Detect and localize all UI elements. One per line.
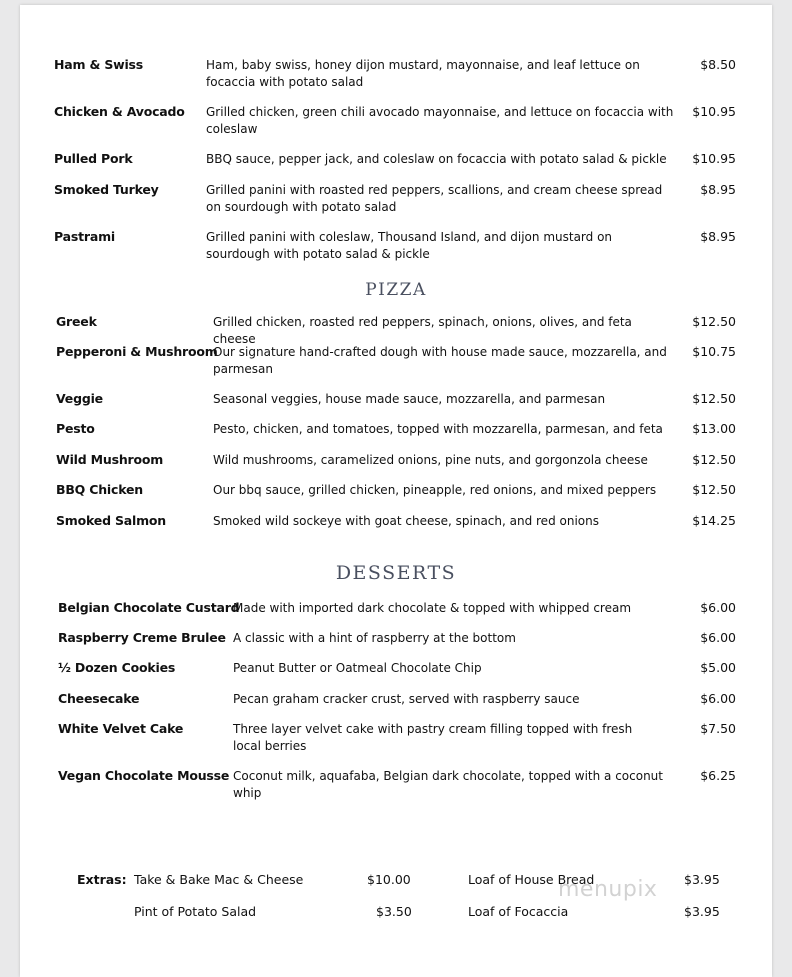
item-description: Grilled panini with coleslaw, Thousand Island, and dijon mustard on sourdough with potato salad & pickle <box>206 230 613 261</box>
item-price: $8.95 <box>700 229 736 244</box>
item-description: Grilled chicken, green chili avocado mayonnaise, and lettuce on focaccia with coleslaw <box>206 105 674 136</box>
section-title-pizza: PIZZA <box>365 280 427 300</box>
item-description: BBQ sauce, pepper jack, and coleslaw on focaccia with potato salad & pickle <box>206 152 667 166</box>
item-description: Grilled panini with roasted red peppers, scallions, and cream cheese spread on sourdough with potato salad <box>206 183 663 214</box>
item-name: Pastrami <box>54 229 115 244</box>
watermark: menupix <box>558 877 658 902</box>
item-price: $10.75 <box>692 344 736 359</box>
item-name: Smoked Turkey <box>54 182 159 197</box>
extra-name: Loaf of Focaccia <box>468 904 569 919</box>
item-description: Our bbq sauce, grilled chicken, pineapple, red onions, and mixed peppers <box>213 483 657 497</box>
extra-name: Take & Bake Mac & Cheese <box>134 872 304 887</box>
item-name: Belgian Chocolate Custard <box>58 600 240 615</box>
item-price: $6.00 <box>700 630 736 645</box>
item-price: $8.50 <box>700 57 736 72</box>
menu-page <box>20 5 772 977</box>
item-name: Cheesecake <box>58 691 140 706</box>
item-price: $6.00 <box>700 600 736 615</box>
item-name: Raspberry Creme Brulee <box>58 630 226 645</box>
item-description: Grilled chicken, roasted red peppers, spinach, onions, olives, and feta cheese <box>213 315 632 346</box>
item-price: $12.50 <box>692 391 736 406</box>
extra-name: Pint of Potato Salad <box>134 904 257 919</box>
extras-label: Extras: <box>77 872 127 887</box>
item-price: $12.50 <box>692 314 736 329</box>
item-price: $10.95 <box>692 104 736 119</box>
item-price: $10.95 <box>692 151 736 166</box>
item-name: Pulled Pork <box>54 151 133 166</box>
item-description: Seasonal veggies, house made sauce, mozzarella, and parmesan <box>213 392 606 406</box>
item-name: BBQ Chicken <box>56 482 143 497</box>
item-description: Wild mushrooms, caramelized onions, pine nuts, and gorgonzola cheese <box>213 453 648 467</box>
item-name: Smoked Salmon <box>56 513 167 528</box>
item-price: $14.25 <box>692 513 736 528</box>
item-name: White Velvet Cake <box>58 721 184 736</box>
item-price: $5.00 <box>700 660 736 675</box>
extra-name: Loaf of House Bread <box>468 872 595 887</box>
item-price: $6.25 <box>700 768 736 783</box>
section-title-desserts: DESSERTS <box>335 562 457 584</box>
item-description: Ham, baby swiss, honey dijon mustard, mayonnaise, and leaf lettuce on focaccia with potato salad <box>206 58 640 89</box>
item-price: $6.00 <box>700 691 736 706</box>
item-name: Vegan Chocolate Mousse <box>58 768 230 783</box>
item-name: ½ Dozen Cookies <box>58 660 176 675</box>
extra-price: $3.95 <box>684 904 720 919</box>
item-description: Our signature hand-crafted dough with house made sauce, mozzarella, and parmesan <box>213 345 667 376</box>
item-price: $8.95 <box>700 182 736 197</box>
item-name: Wild Mushroom <box>56 452 164 467</box>
item-name: Pepperoni & Mushroom <box>56 344 218 359</box>
item-name: Chicken & Avocado <box>54 104 185 119</box>
item-description: Three layer velvet cake with pastry cream filling topped with fresh local berries <box>233 722 633 753</box>
item-name: Pesto <box>56 421 95 436</box>
extra-price: $10.00 <box>367 872 411 887</box>
item-description: Made with imported dark chocolate & topped with whipped cream <box>233 601 632 615</box>
item-name: Veggie <box>56 391 103 406</box>
item-description: Pesto, chicken, and tomatoes, topped with mozzarella, parmesan, and feta <box>213 422 663 436</box>
item-price: $13.00 <box>692 421 736 436</box>
item-price: $7.50 <box>700 721 736 736</box>
item-description: Pecan graham cracker crust, served with raspberry sauce <box>233 692 580 706</box>
item-description: Coconut milk, aquafaba, Belgian dark chocolate, topped with a coconut whip <box>233 769 663 800</box>
item-price: $12.50 <box>692 482 736 497</box>
item-price: $12.50 <box>692 452 736 467</box>
item-name: Ham & Swiss <box>54 57 144 72</box>
item-description: A classic with a hint of raspberry at the bottom <box>233 631 516 645</box>
item-description: Peanut Butter or Oatmeal Chocolate Chip <box>233 661 482 675</box>
item-description: Smoked wild sockeye with goat cheese, spinach, and red onions <box>213 514 599 528</box>
item-name: Greek <box>56 314 97 329</box>
extra-price: $3.95 <box>684 872 720 887</box>
extra-price: $3.50 <box>376 904 412 919</box>
